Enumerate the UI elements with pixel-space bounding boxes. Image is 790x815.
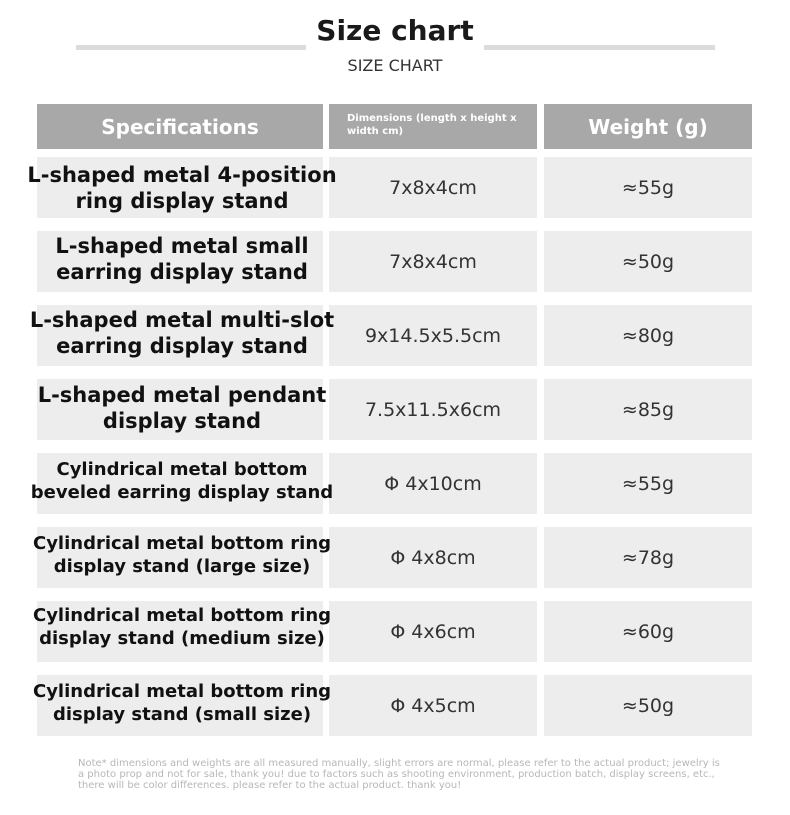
row-1-weight: ≈55g xyxy=(544,157,752,218)
header-dimensions: Dimensions (length x height x width cm) xyxy=(329,104,537,149)
row-3-weight: ≈80g xyxy=(544,305,752,366)
row-4-spec: L-shaped metal pendant display stand xyxy=(37,382,327,433)
row-6-spec: Cylindrical metal bottom ring display stand (large size) xyxy=(32,533,332,577)
header-weight: Weight (g) xyxy=(544,104,752,149)
row-2-dimensions: 7x8x4cm xyxy=(329,231,537,292)
row-1-spec: L-shaped metal 4-position ring display stand xyxy=(27,162,337,213)
row-7-spec: Cylindrical metal bottom ring display stand (medium size) xyxy=(32,605,332,649)
row-2-weight: ≈50g xyxy=(544,231,752,292)
row-7-dimensions: Φ 4x6cm xyxy=(329,601,537,662)
row-4-weight: ≈85g xyxy=(544,379,752,440)
header-specifications: Specifications xyxy=(37,104,323,149)
row-2-spec: L-shaped metal small earring display stand xyxy=(55,233,309,284)
row-6-dimensions: Φ 4x8cm xyxy=(329,527,537,588)
row-5-dimensions: Φ 4x10cm xyxy=(329,453,537,514)
row-1-dimensions: 7x8x4cm xyxy=(329,157,537,218)
row-6-weight: ≈78g xyxy=(544,527,752,588)
row-3-dimensions: 9x14.5x5.5cm xyxy=(329,305,537,366)
row-4-dimensions: 7.5x11.5x6cm xyxy=(329,379,537,440)
row-8-weight: ≈50g xyxy=(544,675,752,736)
row-8-spec: Cylindrical metal bottom ring display stand (small size) xyxy=(32,681,332,725)
row-8-dimensions: Φ 4x5cm xyxy=(329,675,537,736)
row-5-spec: Cylindrical metal bottom beveled earring display stand xyxy=(30,459,334,503)
page-title: Size chart xyxy=(316,14,474,47)
row-7-weight: ≈60g xyxy=(544,601,752,662)
row-3-spec: L-shaped metal multi-slot earring display stand xyxy=(29,307,335,358)
page-subtitle: SIZE CHART xyxy=(347,56,443,75)
row-5-weight: ≈55g xyxy=(544,453,752,514)
disclaimer-note: Note* dimensions and weights are all measured manually, slight errors are normal, please refer to the actual product; jewelry is a photo prop and not for sale, thank you! due to factors such as shooting environment, production batch, display screens, etc., there will be color differences. please refer to the actual product. thank you! xyxy=(78,758,720,791)
